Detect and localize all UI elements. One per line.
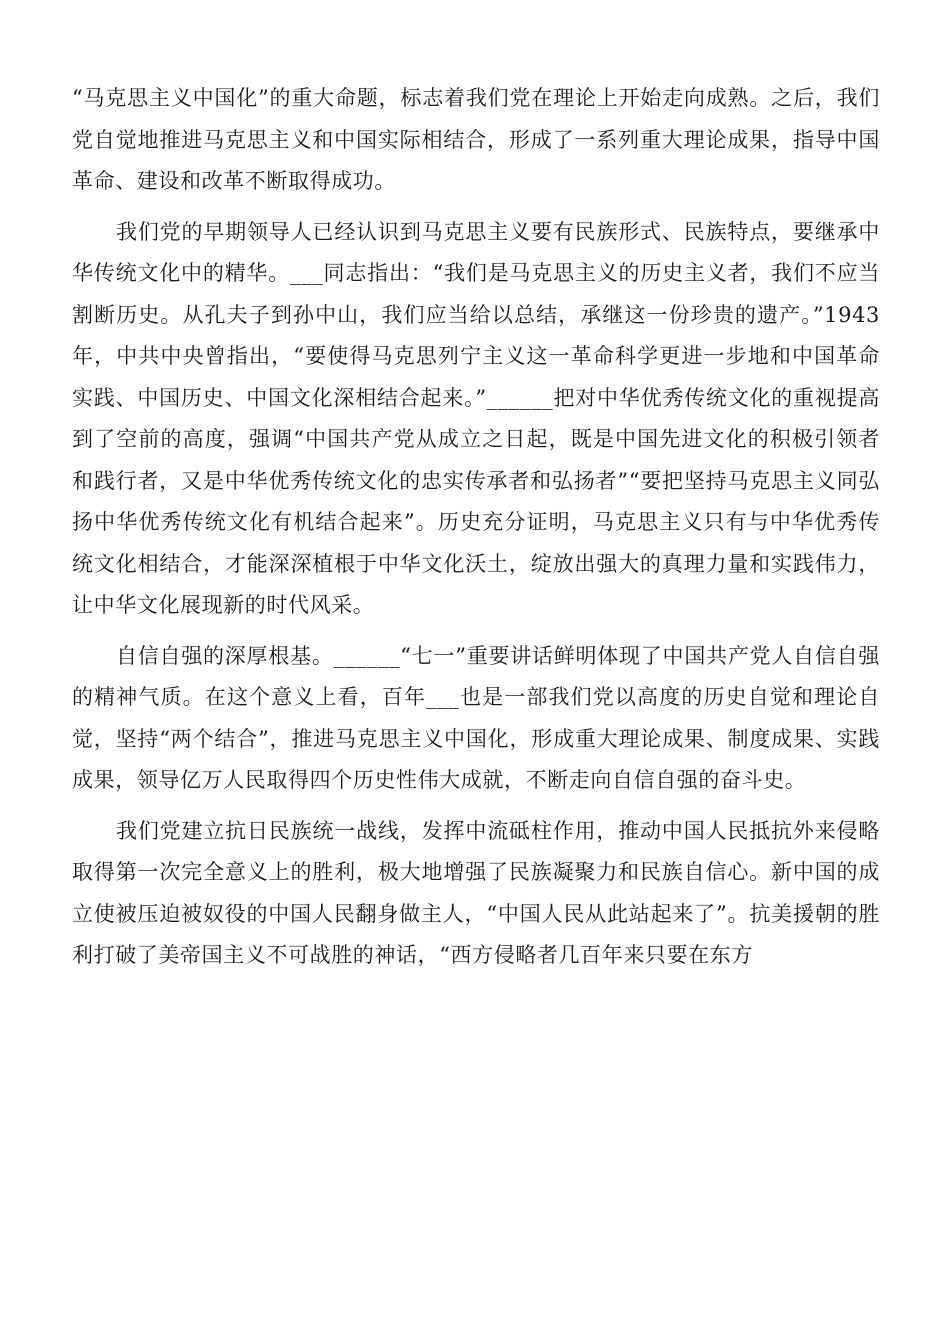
paragraph-3: 自信自强的深厚根基。______“七一”重要讲话鲜明体现了中国共产党人自信自强的精神气质。在这个意义上看，百年___也是一部我们党以高度的历史自觉和理论自觉，坚持“两个结合”，推进马克思主义中国化，形成重大理论成果、制度成果、实践成果，领导亿万人民取得四个历史性伟大成就，不断走向自信自强的奋斗史。 bbox=[72, 643, 880, 792]
paragraph-1: “马克思主义中国化”的重大命题，标志着我们党在理论上开始走向成熟。之后，我们党自觉地推进马克思主义和中国实际相结合，形成了一系列重大理论成果，指导中国革命、建设和改革不断取得成功。 bbox=[72, 86, 880, 193]
paragraph-2: 我们党的早期领导人已经认识到马克思主义要有民族形式、民族特点，要继承中华传统文化中的精华。___同志指出：“我们是马克思主义的历史主义者，我们不应当割断历史。从孔夫子到孙中山，我们应当给以总结，承继这一份珍贵的遗产。”1943年，中共中央曾指出，“要使得马克思列宁主义这一革命科学更进一步地和中国革命实践、中国历史、中国文化深相结合起来。”______把对中华优秀传统文化的重视提高到了空前的高度，强调“中国共产党从成立之日起，既是中国先进文化的积极引领者和践行者，又是中华优秀传统文化的忠实传承者和弘扬者”“要把坚持马克思主义同弘扬中华优秀传统文化有机结合起来”。历史充分证明，马克思主义只有与中华优秀传统文化相结合，才能深深植根于中华文化沃土，绽放出强大的真理力量和实践伟力，让中华文化展现新的时代风采。 bbox=[72, 219, 880, 617]
paragraph-4: 我们党建立抗日民族统一战线，发挥中流砥柱作用，推动中国人民抵抗外来侵略取得第一次完全意义上的胜利，极大地增强了民族凝聚力和民族自信心。新中国的成立使被压迫被奴役的中国人民翻身做主人，“中国人民从此站起来了”。抗美援朝的胜利打破了美帝国主义不可战胜的神话，“西方侵略者几百年来只要在东方 bbox=[72, 818, 880, 967]
document-body bbox=[72, 78, 880, 986]
